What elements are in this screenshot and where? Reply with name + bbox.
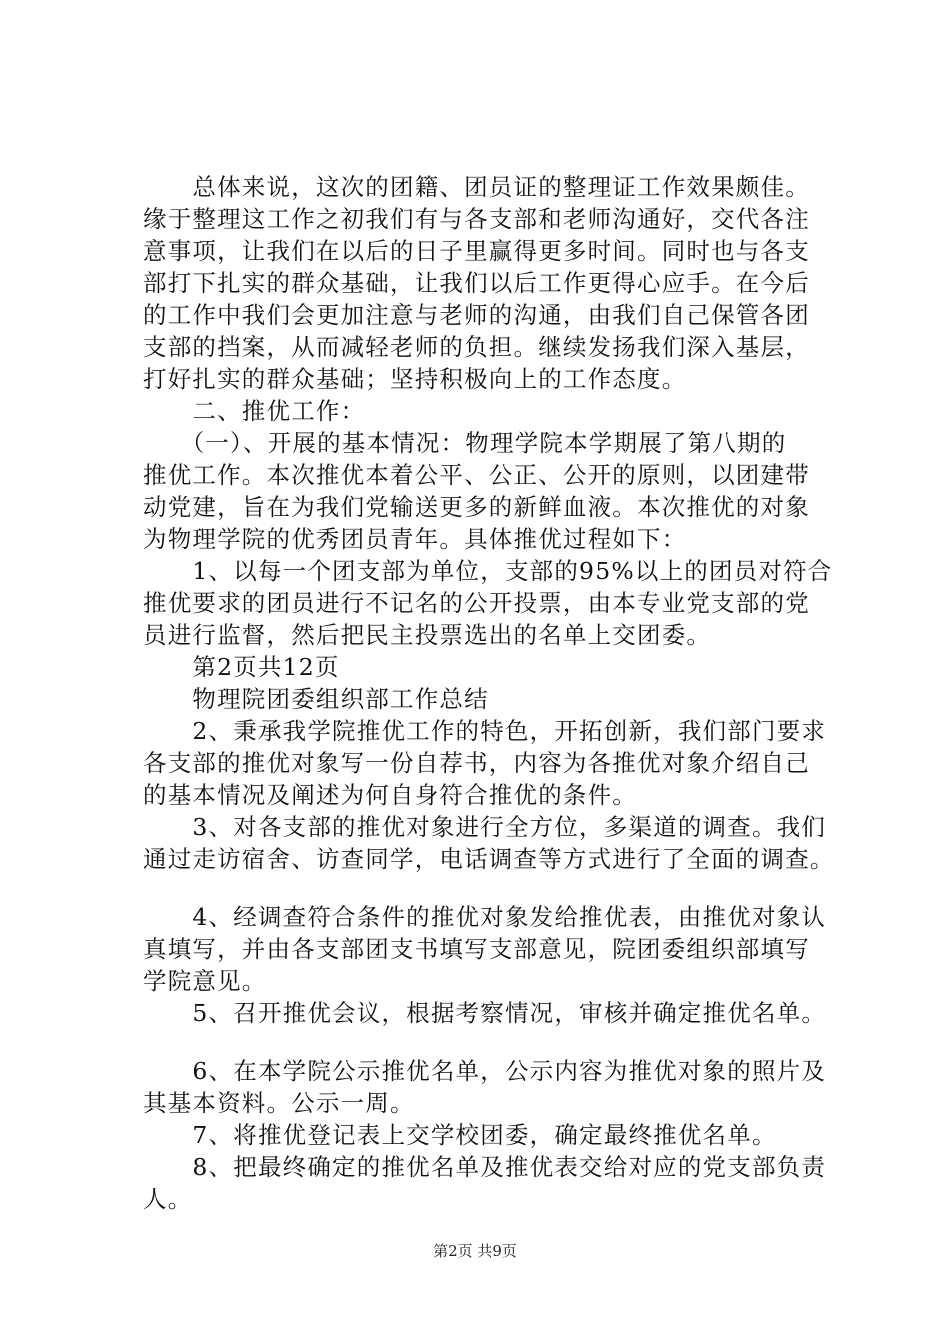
text-line: 8、把最终确定的推优名单及推优表交给对应的党支部负责 bbox=[143, 1153, 827, 1181]
text-line: 动党建，旨在为我们党输送更多的新鲜血液。本次推优的对象 bbox=[143, 493, 810, 521]
text-line: 3、对各支部的推优对象进行全方位，多渠道的调查。我们 bbox=[143, 813, 827, 841]
text-line: 缘于整理这工作之初我们有与各支部和老师沟通好，交代各注 bbox=[143, 205, 810, 233]
text-line: 总体来说，这次的团籍、团员证的整理证工作效果颇佳。 bbox=[143, 173, 810, 201]
text-line: 支部的挡案，从而减轻老师的负担。继续发扬我们深入基层， bbox=[143, 333, 810, 361]
embedded-doc-title: 物理院团委组织部工作总结 bbox=[143, 685, 489, 713]
text-line: 2、秉承我学院推优工作的特色，开拓创新，我们部门要求 bbox=[143, 717, 827, 745]
text-line: 为物理学院的优秀团员青年。具体推优过程如下： bbox=[143, 525, 687, 553]
text-line: 7、将推优登记表上交学校团委，确定最终推优名单。 bbox=[143, 1121, 777, 1149]
text-line: 员进行监督，然后把民主投票选出的名单上交团委。 bbox=[143, 621, 712, 649]
section-heading: 二、推优工作： bbox=[143, 397, 366, 425]
text-line: 学院意见。 bbox=[143, 967, 267, 995]
text-line: 推优要求的团员进行不记名的公开投票，由本专业党支部的党 bbox=[143, 589, 810, 617]
text-line: 人。 bbox=[143, 1185, 193, 1213]
text-line: 各支部的推优对象写一份自荐书，内容为各推优对象介绍自己 bbox=[143, 749, 810, 777]
text-line: 推优工作。本次推优本着公平、公正、公开的原则，以团建带 bbox=[143, 461, 810, 489]
text-line: 6、在本学院公示推优名单，公示内容为推优对象的照片及 bbox=[143, 1057, 827, 1085]
text-line: 1、以每一个团支部为单位，支部的95%以上的团员对符合 bbox=[143, 557, 833, 585]
text-line: 的基本情况及阐述为何自身符合推优的条件。 bbox=[143, 781, 637, 809]
text-line: 的工作中我们会更加注意与老师的沟通，由我们自己保管各团 bbox=[143, 301, 810, 329]
text-line: 部打下扎实的群众基础，让我们以后工作更得心应手。在今后 bbox=[143, 269, 810, 297]
text-line: 其基本资料。公示一周。 bbox=[143, 1089, 415, 1117]
text-line: 真填写，并由各支部团支书填写支部意见，院团委组织部填写 bbox=[143, 935, 810, 963]
text-line: （一）、开展的基本情况：物理学院本学期展了第八期的 bbox=[143, 429, 787, 457]
embedded-page-number: 第2页共12页 bbox=[143, 653, 340, 681]
text-line: 5、召开推优会议，根据考察情况，审核并确定推优名单。 bbox=[143, 999, 827, 1027]
text-line: 4、经调查符合条件的推优对象发给推优表，由推优对象认 bbox=[143, 903, 827, 931]
text-line: 打好扎实的群众基础；坚持积极向上的工作态度。 bbox=[143, 365, 687, 393]
text-line: 通过走访宿舍、访查同学，电话调查等方式进行了全面的调查。 bbox=[143, 845, 835, 873]
text-line: 意事项，让我们在以后的日子里赢得更多时间。同时也与各支 bbox=[143, 237, 810, 265]
page-footer: 第2页 共9页 bbox=[433, 1242, 517, 1260]
